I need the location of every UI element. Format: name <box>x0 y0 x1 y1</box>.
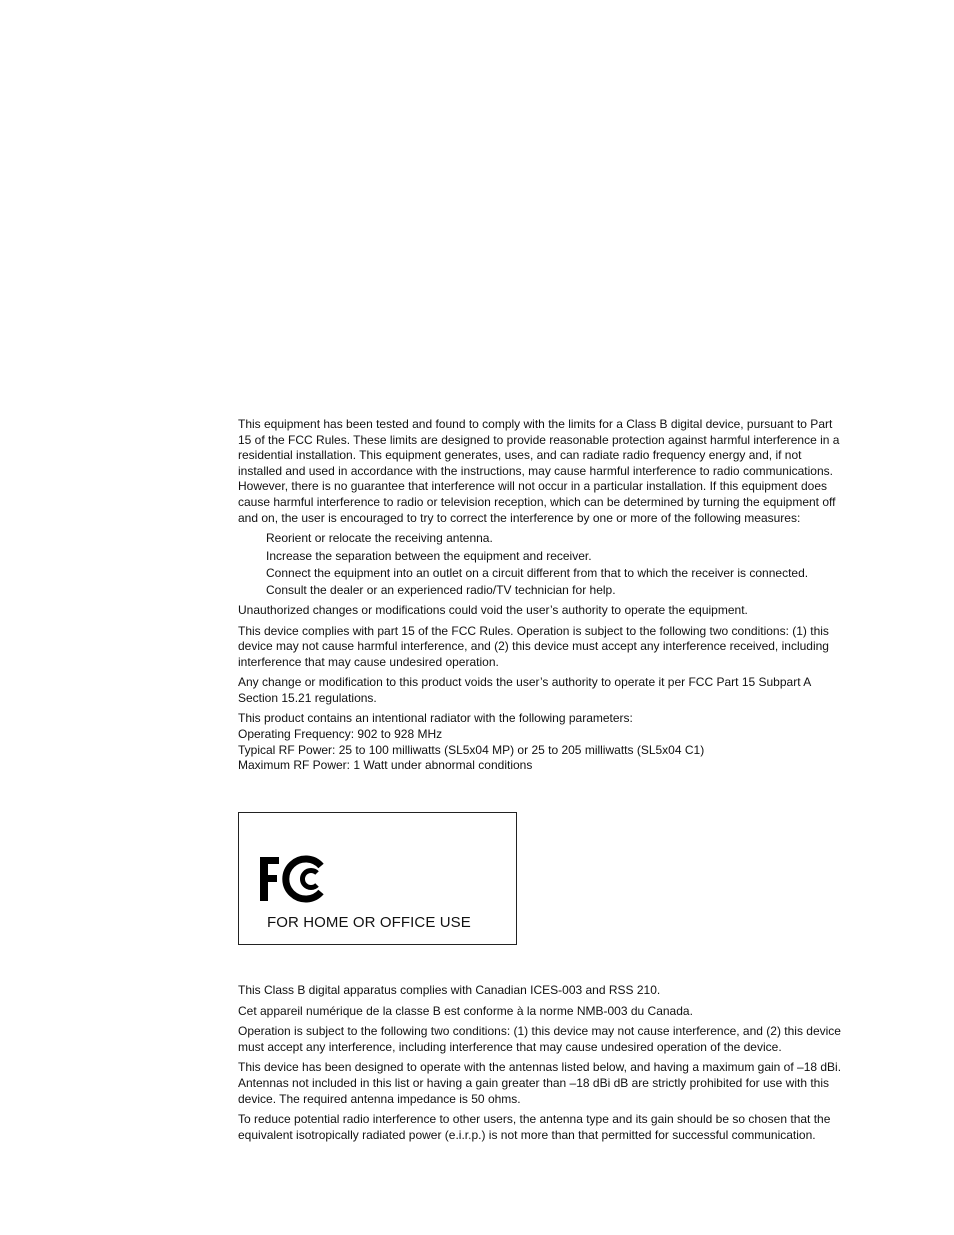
part15-paragraph: This device complies with part 15 of the FCC Rules. Operation is subject to the following two conditions: (1) this device may not cause harmful interference, and (2) this device must accept any interference received, including interference that may cause undesired operation. <box>238 623 829 669</box>
radiator-intro: This product contains an intentional radiator with the following parameters: <box>238 711 633 726</box>
antennas-paragraph: This device has been designed to operate with the antennas listed below, and having a maximum gain of –18 dBi. Antennas not included in this list or having a gain greater than –18 dBi dB are strictly prohibited for use with this device. The required antenna impedance is 50 ohms. <box>238 1060 842 1106</box>
fcc-label-box <box>238 812 517 945</box>
modification-paragraph: Any change or modification to this product voids the user’s authority to operate it per FCC Part 15 Subpart A Section 15.21 regulations. <box>238 675 811 705</box>
typical-rf-power: Typical RF Power: 25 to 100 milliwatts (SL5x04 MP) or 25 to 205 milliwatts (SL5x04 C1) <box>238 742 705 757</box>
operating-frequency: Operating Frequency: 902 to 928 MHz <box>238 727 443 742</box>
maximum-rf-power: Maximum RF Power: 1 Watt under abnormal conditions <box>238 758 533 773</box>
measure-item: Consult the dealer or an experienced radio/TV technician for help. <box>266 583 616 598</box>
fcc-intro-paragraph: This equipment has been tested and found to comply with the limits for a Class B digital device, pursuant to Part 15 of the FCC Rules. These limits are designed to provide reasonable protection against harmful interference in a residential installation. This equipment generates, uses, and can radiate radio frequency energy and, if not installed and used in accordance with the instructions, may cause harmful interference to radio communications. However, there is no guarantee that interference will not occur in a particular installation. If this equipment does cause harmful interference to radio or television reception, which can be determined by turning the equipment off and on, the user is encouraged to try to correct the interference by one or more of the following measures: <box>238 417 840 525</box>
unauthorized-changes-paragraph: Unauthorized changes or modifications could void the user’s authority to operate the equipment. <box>238 602 748 617</box>
eirp-paragraph: To reduce potential radio interference to other users, the antenna type and its gain should be so chosen that the equivalent isotropically radiated power (e.i.r.p.) is not more than that permitted for successful communication. <box>238 1112 831 1142</box>
interference-measures-list <box>266 531 846 599</box>
measure-item: Increase the separation between the equipment and receiver. <box>266 548 592 563</box>
ices-paragraph: This Class B digital apparatus complies with Canadian ICES-003 and RSS 210. <box>238 983 661 997</box>
fcc-logo-icon <box>259 855 329 903</box>
nmb-paragraph: Cet appareil numérique de la classe B est conforme à la norme NMB-003 du Canada. <box>238 1003 693 1018</box>
measure-item: Connect the equipment into an outlet on a circuit different from that to which the receiver is connected. <box>266 565 809 580</box>
conditions-paragraph: Operation is subject to the following two conditions: (1) this device may not cause interference, and (2) this device must accept any interference, including interference that may cause undesired operation of the device. <box>238 1024 841 1054</box>
fcc-label-caption: FOR HOME OR OFFICE USE <box>267 914 471 931</box>
measure-item: Reorient or relocate the receiving antenna. <box>266 531 493 546</box>
fcc-compliance-section <box>238 417 846 774</box>
canada-compliance-section <box>238 983 846 1148</box>
